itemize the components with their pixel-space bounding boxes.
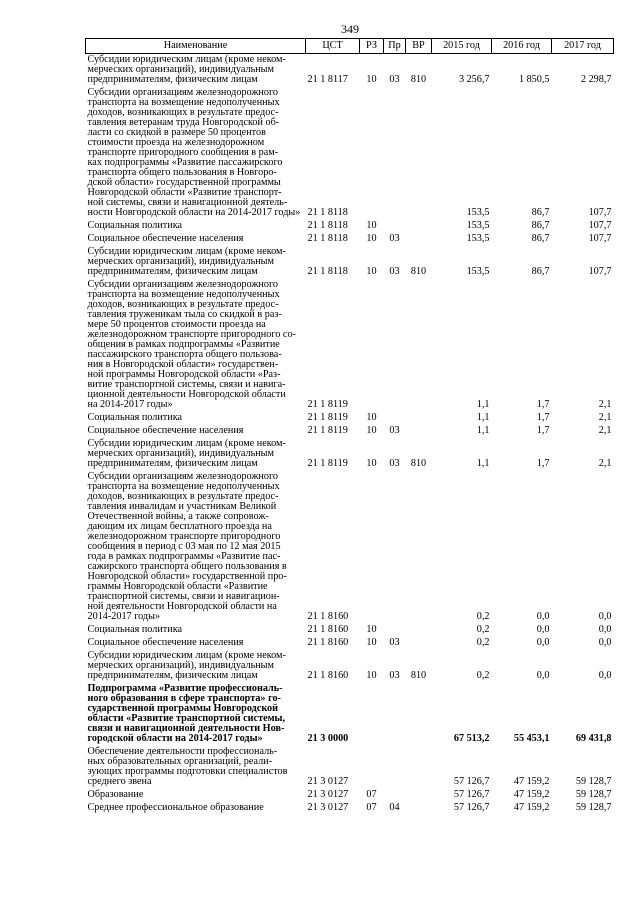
row-pr <box>384 218 406 231</box>
row-vr: 810 <box>410 74 427 85</box>
row-pr <box>384 681 406 744</box>
row-value-2017: 0,0 <box>598 637 612 648</box>
row-value-2016: 47 159,2 <box>513 802 550 813</box>
row-pr: 03 <box>389 670 400 681</box>
row-value-2017: 0,0 <box>598 624 612 635</box>
row-pr: 03 <box>389 233 400 244</box>
row-value-2015: 153,5 <box>466 220 490 231</box>
row-name: Социальная политика <box>87 412 183 423</box>
row-value-2016: 1 850,5 <box>518 74 550 85</box>
row-name: Подпрограмма «Развитие профессиональ- ного образования в сфере транспорта» го- сударственной программы Новгородской области «Развитие транспортной системы, связи и навигационной деятельности Нов- городской области на 2014-2017 годы» <box>87 683 286 744</box>
row-value-2015: 67 513,2 <box>453 733 490 744</box>
table-row <box>86 635 614 648</box>
row-cst: 21 1 8119 <box>307 425 348 436</box>
table-row <box>86 54 614 86</box>
row-vr <box>406 681 432 744</box>
row-rz: 10 <box>366 233 377 244</box>
row-value-2016: 55 453,1 <box>513 733 550 744</box>
row-value-2016: 0,0 <box>536 637 550 648</box>
table-row <box>86 423 614 436</box>
row-value-2016: 86,7 <box>531 233 550 244</box>
row-name: Субсидии юридическим лицам (кроме неком- мерческих организаций), индивидуальным предпринимателям, физическим лицам <box>87 246 286 277</box>
row-cst: 21 1 8160 <box>307 670 349 681</box>
row-rz: 10 <box>366 637 377 648</box>
row-pr: 04 <box>389 802 400 813</box>
row-value-2017: 59 128,7 <box>575 789 612 800</box>
row-vr <box>406 800 432 813</box>
row-value-2015: 57 126,7 <box>453 789 490 800</box>
row-value-2017: 0,0 <box>598 670 612 681</box>
row-value-2016: 0,0 <box>536 624 550 635</box>
row-rz: 10 <box>366 412 377 423</box>
table-row <box>86 648 614 681</box>
row-value-2016: 86,7 <box>531 266 550 277</box>
row-cst: 21 3 0127 <box>307 789 349 800</box>
row-rz <box>360 744 384 787</box>
row-rz <box>360 85 384 218</box>
row-value-2015: 0,2 <box>476 637 490 648</box>
header-2015: 2015 год <box>432 39 492 54</box>
row-rz: 10 <box>366 458 377 469</box>
row-value-2015: 1,1 <box>476 458 490 469</box>
row-value-2017: 2,1 <box>598 425 612 436</box>
row-value-2017: 2 298,7 <box>580 74 612 85</box>
row-name: Субсидии организациям железнодорожного транспорта на возмещение недополученных доходов, возникающих в результате предос- тавления ветеранам труда Новгородской об- ласти со скидкой в размере 50 процентов стоимости проезда на железнодорожном транспорте пригородного сообщения в рам- ках подпрограммы «Развитие пассажирского транспорта общего пользования в Новгоро- дской области» государственной программы Новгородской области «Развитие транспорт- ной системы, связи и навигационной деятель- ности Новгородской области на 2014-2017 годы» <box>87 87 301 218</box>
row-rz: 10 <box>366 425 377 436</box>
row-cst: 21 3 0127 <box>307 802 349 813</box>
row-value-2017: 69 431,8 <box>575 733 612 744</box>
row-value-2015: 0,2 <box>476 611 490 622</box>
row-vr <box>406 744 432 787</box>
row-vr <box>406 218 432 231</box>
row-value-2016: 0,0 <box>536 670 550 681</box>
row-rz: 10 <box>366 266 377 277</box>
row-cst: 21 1 8118 <box>307 207 348 218</box>
row-name: Субсидии юридическим лицам (кроме неком- мерческих организаций), индивидуальным предпринимателям, физическим лицам <box>87 54 286 85</box>
row-value-2017: 107,7 <box>588 266 612 277</box>
row-vr: 810 <box>410 458 427 469</box>
row-vr <box>406 231 432 244</box>
row-cst: 21 1 8117 <box>307 74 348 85</box>
table-row <box>86 436 614 469</box>
table-row <box>86 787 614 800</box>
row-cst: 21 3 0000 <box>307 733 349 744</box>
row-name: Субсидии организациям железнодорожного транспорта на возмещение недополученных доходов, возникающих в результате предос- тавления труженикам тыла со скидкой в раз- мере 50 процентов стоимости проезда на железнодорожном транспорте пригородного со- общения в рамках подпрограммы «Развитие пассажирского транспорта общего пользова- ния в Новгородской области» государствен- ной программы Новгородской области «Раз- витие транспортной системы, связи и навига- ционной деятельности Новгородской области на 2014-2017 годы» <box>87 279 296 410</box>
row-value-2015: 1,1 <box>476 412 490 423</box>
header-pr: Пр <box>384 39 406 54</box>
row-vr <box>406 410 432 423</box>
row-value-2017: 59 128,7 <box>575 802 612 813</box>
row-vr <box>406 622 432 635</box>
row-vr <box>406 423 432 436</box>
budget-table <box>85 38 614 813</box>
row-cst: 21 1 8119 <box>307 399 348 410</box>
row-name: Субсидии юридическим лицам (кроме неком- мерческих организаций), индивидуальным предпринимателям, физическим лицам <box>87 650 286 681</box>
row-rz: 10 <box>366 74 377 85</box>
row-cst: 21 1 8160 <box>307 637 349 648</box>
row-value-2015: 57 126,7 <box>453 776 490 787</box>
row-value-2016: 47 159,2 <box>513 776 550 787</box>
row-pr <box>384 410 406 423</box>
row-value-2017: 2,1 <box>598 458 612 469</box>
row-value-2015: 0,2 <box>476 670 490 681</box>
row-pr <box>384 787 406 800</box>
table-row <box>86 622 614 635</box>
row-value-2017: 2,1 <box>598 412 612 423</box>
row-value-2016: 86,7 <box>531 207 550 218</box>
row-pr <box>384 744 406 787</box>
row-vr <box>406 635 432 648</box>
row-value-2015: 153,5 <box>466 266 490 277</box>
row-pr <box>384 277 406 410</box>
row-value-2016: 0,0 <box>536 611 550 622</box>
row-rz: 07 <box>366 802 377 813</box>
row-value-2015: 57 126,7 <box>453 802 490 813</box>
row-value-2016: 47 159,2 <box>513 789 550 800</box>
row-cst: 21 1 8160 <box>307 624 349 635</box>
row-value-2017: 59 128,7 <box>575 776 612 787</box>
row-pr: 03 <box>389 74 400 85</box>
row-value-2016: 1,7 <box>536 412 550 423</box>
row-name: Обеспечение деятельности профессиональ- ных образовательных организаций, реали- зующих программы подготовки специалистов среднего звена <box>87 746 288 787</box>
header-rz: РЗ <box>360 39 384 54</box>
row-rz: 10 <box>366 624 377 635</box>
row-rz <box>360 469 384 622</box>
row-pr <box>384 622 406 635</box>
row-value-2016: 1,7 <box>536 399 550 410</box>
row-name: Социальное обеспечение населения <box>87 233 244 244</box>
row-rz: 10 <box>366 670 377 681</box>
row-name: Социальное обеспечение населения <box>87 425 244 436</box>
row-name: Среднее профессиональное образование <box>87 802 264 813</box>
row-cst: 21 1 8119 <box>307 412 348 423</box>
table-row <box>86 744 614 787</box>
row-value-2015: 153,5 <box>466 233 490 244</box>
table-row <box>86 218 614 231</box>
table-row <box>86 681 614 744</box>
row-cst: 21 1 8118 <box>307 220 348 231</box>
table-row <box>86 231 614 244</box>
row-rz <box>360 681 384 744</box>
row-cst: 21 1 8118 <box>307 266 348 277</box>
header-2016: 2016 год <box>492 39 552 54</box>
row-cst: 21 1 8118 <box>307 233 348 244</box>
row-pr <box>384 469 406 622</box>
row-rz: 07 <box>366 789 377 800</box>
row-vr <box>406 787 432 800</box>
row-value-2015: 0,2 <box>476 624 490 635</box>
row-cst: 21 1 8160 <box>307 611 349 622</box>
table-row <box>86 469 614 622</box>
row-pr: 03 <box>389 637 400 648</box>
row-vr <box>406 469 432 622</box>
row-value-2015: 3 256,7 <box>458 74 490 85</box>
page-number: 349 <box>341 22 359 36</box>
row-rz: 10 <box>366 220 377 231</box>
table-row <box>86 277 614 410</box>
row-value-2015: 1,1 <box>476 425 490 436</box>
row-pr: 03 <box>389 266 400 277</box>
row-name: Социальная политика <box>87 220 183 231</box>
row-name: Социальное обеспечение населения <box>87 637 244 648</box>
row-value-2017: 0,0 <box>598 611 612 622</box>
header-2017: 2017 год <box>552 39 614 54</box>
row-vr <box>406 277 432 410</box>
table-row <box>86 244 614 277</box>
row-name: Образование <box>87 789 144 800</box>
row-value-2015: 1,1 <box>476 399 490 410</box>
row-value-2016: 1,7 <box>536 425 550 436</box>
table-body <box>86 54 614 814</box>
row-name: Субсидии юридическим лицам (кроме неком- мерческих организаций), индивидуальным предпринимателям, физическим лицам <box>87 438 286 469</box>
table-row <box>86 85 614 218</box>
row-value-2015: 153,5 <box>466 207 490 218</box>
row-pr: 03 <box>389 425 400 436</box>
row-pr <box>384 85 406 218</box>
row-vr: 810 <box>410 266 427 277</box>
row-cst: 21 3 0127 <box>307 776 349 787</box>
row-value-2017: 2,1 <box>598 399 612 410</box>
row-cst: 21 1 8119 <box>307 458 348 469</box>
row-vr <box>406 85 432 218</box>
table-row <box>86 800 614 813</box>
row-value-2016: 86,7 <box>531 220 550 231</box>
row-name: Субсидии организациям железнодорожного транспорта на возмещение недополученных доходов, возникающих в результате предос- тавления инвалидам и участникам Великой Отечественной войны, а также сопровож- дающим их лицам бесплатного проезда на железнодорожном транспорте пригородного сообщения в период с 03 мая по 12 мая 2015 года в рамках подпрограммы «Развитие пас- сажирского транспорта общего пользования в Новгородской области» государственной про- граммы Новгородской области «Развитие транспортной системы, связи и навигацион- ной деятельности Новгородской области на 2014-2017 годы» <box>87 471 287 622</box>
row-rz <box>360 277 384 410</box>
header-name: Наименование <box>86 39 306 54</box>
row-pr: 03 <box>389 458 400 469</box>
header-cst: ЦСТ <box>306 39 360 54</box>
table-row <box>86 410 614 423</box>
row-value-2017: 107,7 <box>588 207 612 218</box>
row-value-2016: 1,7 <box>536 458 550 469</box>
row-value-2017: 107,7 <box>588 220 612 231</box>
row-vr: 810 <box>410 670 427 681</box>
header-vr: ВР <box>406 39 432 54</box>
row-value-2017: 107,7 <box>588 233 612 244</box>
row-name: Социальная политика <box>87 624 183 635</box>
table-header-row <box>86 39 614 54</box>
